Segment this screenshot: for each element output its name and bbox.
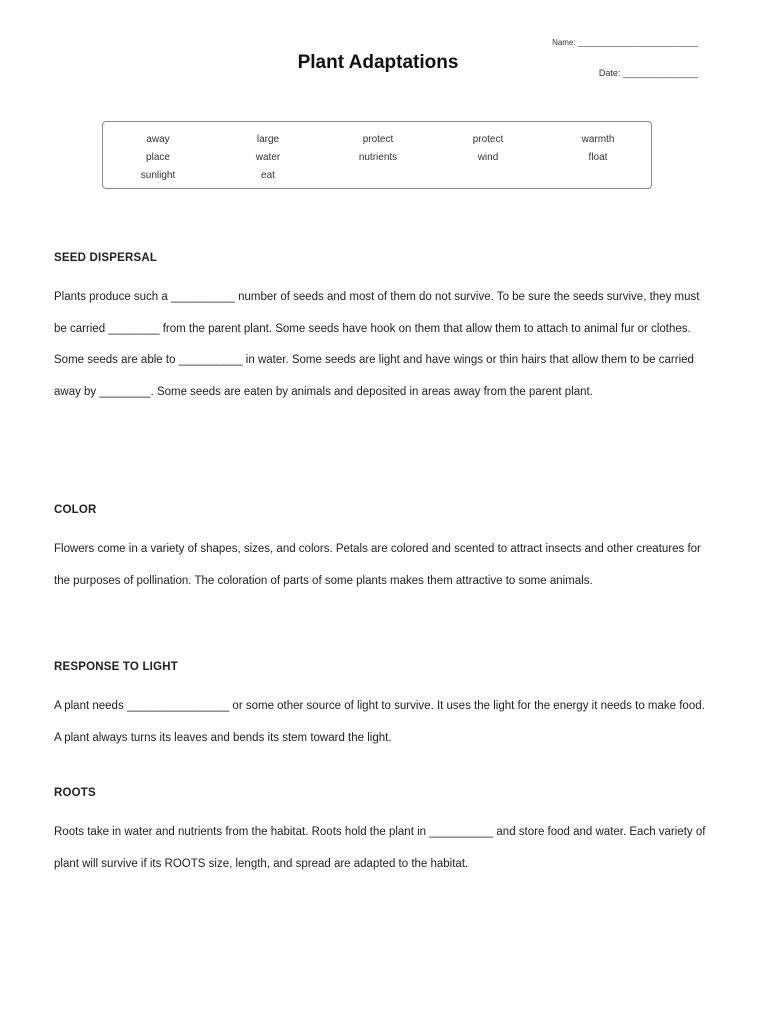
word-bank-item: eat — [261, 170, 275, 181]
page-title: Plant Adaptations — [297, 52, 459, 73]
section-heading: ROOTS — [54, 787, 96, 799]
word-bank-item: float — [588, 152, 608, 163]
section-heading: RESPONSE TO LIGHT — [54, 661, 178, 673]
name-field-label: Name: ___________________________ — [552, 38, 698, 47]
paragraph: Some seeds are able to __________ in water. Some seeds are light and have wings or thin hairs that allow them to be carried away by ________. Some seeds are eaten by animals and deposited in areas away from the parent plant. — [54, 354, 694, 398]
paragraph: A plant needs ________________ or some other source of light to survive. It uses the light for the energy it needs to make food. A plant always turns its leaves and bends its stem toward the light. — [54, 700, 705, 744]
paragraph: Roots take in water and nutrients from the habitat. Roots hold the plant in __________ and store food and water. Each variety of plant will survive if its ROOTS size, length, and spread are adapted to the habitat. — [54, 826, 706, 870]
word-bank-item: water — [255, 152, 281, 163]
word-bank-grid — [103, 131, 651, 185]
date-field-label: Date: _______________ — [598, 68, 698, 78]
word-bank-item: protect — [472, 134, 504, 145]
section-color — [54, 502, 714, 597]
paragraph: Plants produce such a __________ number of seeds and most of them do not survive. To be sure the seeds survive, they must be carried ________ from the parent plant. Some seeds have hook on them that allow them to attach to animal fur or clothes. — [54, 291, 700, 335]
section-roots — [54, 785, 714, 880]
word-bank-item: warmth — [581, 134, 615, 145]
paragraph: Flowers come in a variety of shapes, sizes, and colors. Petals are colored and scented to attract insects and other creatures for the purposes of pollination. The coloration of parts of some plants makes them attractive to some animals. — [54, 543, 701, 587]
section-heading: SEED DISPERSAL — [54, 252, 158, 264]
word-bank-item: large — [256, 134, 280, 145]
word-bank-item: wind — [477, 152, 499, 163]
word-bank-item: place — [146, 152, 170, 163]
word-bank-item: away — [146, 134, 170, 145]
section-seed-dispersal — [54, 250, 714, 408]
word-bank-item: nutrients — [358, 152, 398, 163]
word-bank-item: sunlight — [140, 170, 176, 181]
section-heading: COLOR — [54, 504, 97, 516]
word-bank-item: protect — [362, 134, 394, 145]
word-bank — [102, 121, 652, 189]
section-response-to-light — [54, 659, 714, 754]
